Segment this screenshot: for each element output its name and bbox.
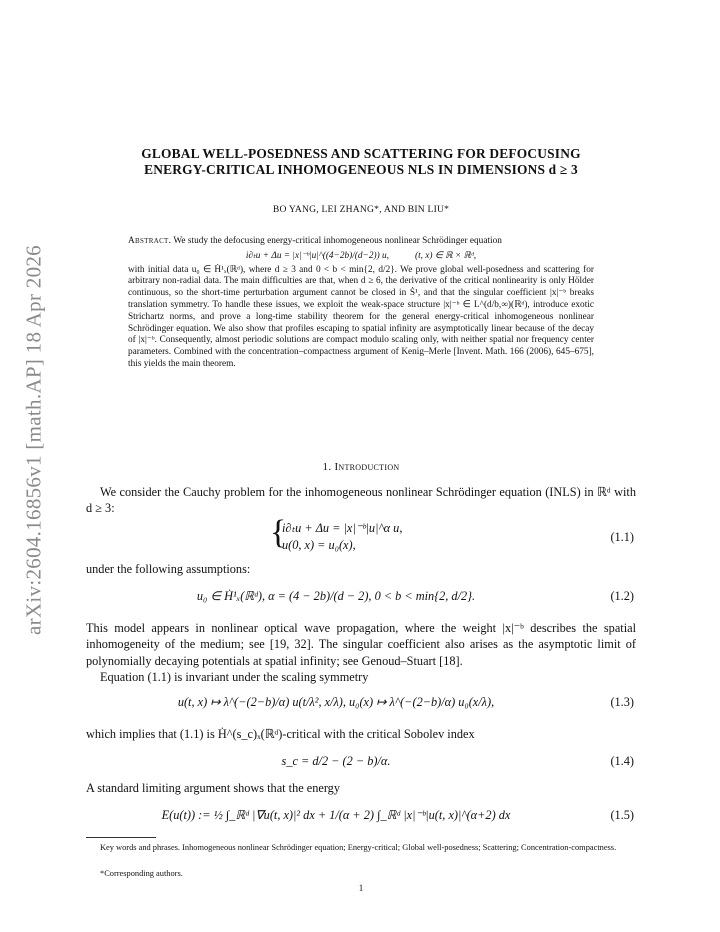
paragraph-model (86, 620, 636, 669)
section-title-text: Introduction (334, 461, 400, 473)
abstract-equation (128, 251, 594, 263)
page-number: 1 (358, 883, 364, 893)
paragraph-assumptions: under the following assumptions: (86, 562, 251, 576)
paragraph-scaling: Equation (1.1) is invariant under the scaling symmetry (100, 670, 369, 684)
equation-number: (1.5) (610, 808, 634, 822)
abstract-equation-domain: (t, x) ∈ ℝ × ℝᵈ, (414, 250, 477, 261)
equation-1-5 (86, 808, 636, 844)
equation-body: u(t, x) ↦ λ^(−(2−b)/α) u(t/λ², x/λ), u₀(x) ↦ λ^(−(2−b)/α) u₀(x/λ), (177, 695, 495, 709)
paragraph-energy: A standard limiting argument shows that the energy (86, 781, 340, 795)
arxiv-sidebar (10, 0, 58, 932)
equation-system (270, 514, 403, 554)
equation-body: s_c = d/2 − (2 − b)/α. (281, 754, 391, 768)
equation-1-1-line-1: i∂ₜu + Δu = |x|⁻ᵇ|u|^α u, (282, 521, 403, 535)
abstract (128, 236, 594, 371)
paragraph-model-text: This model appears in nonlinear optical wave propagation, where the weight |x|⁻ᵇ describes the spatial inhomogeneity of the medium; see [19, 32]. The singular coefficient also arises as the asymptotic limit of polynomially decaying potentials at spatial infinity; see Genoud–Stuart [18]. (86, 621, 636, 668)
abstract-heading: Abstract. (128, 236, 172, 246)
title-line-2: ENERGY-CRITICAL INHOMOGENEOUS NLS IN DIMENSIONS d ≥ 3 (144, 162, 578, 177)
left-brace: { (270, 514, 287, 551)
footnote-corresponding: *Corresponding authors. (100, 869, 183, 878)
paragraph-intro: We consider the Cauchy problem for the inhomogeneous nonlinear Schrödinger equation (INLS) in ℝᵈ with d ≥ 3: (86, 485, 636, 516)
equation-1-1-line-2: u(0, x) = u₀(x), (282, 538, 356, 552)
equation-body: u₀ ∈ Ḣ¹ₓ(ℝᵈ), α = (4 − 2b)/(d − 2), 0 < b < min{2, d/2}. (196, 589, 476, 603)
equation-1-1 (86, 514, 636, 560)
section-heading (86, 461, 636, 473)
paper-title (86, 146, 636, 178)
abstract-intro (128, 236, 594, 248)
footnote-keywords: Key words and phrases. Inhomogeneous nonlinear Schrödinger equation; Energy-critical; Global well-posedness; Scattering; Concentration-compactness. (100, 843, 617, 852)
footnote-rule (86, 837, 156, 838)
author-list: BO YANG, LEI ZHANG*, AND BIN LIU* (272, 204, 450, 215)
equation-number: (1.1) (610, 530, 634, 544)
section-number: 1. (322, 461, 332, 473)
equation-number: (1.3) (610, 695, 634, 709)
abstract-intro-text: We study the defocusing energy-critical inhomogeneous nonlinear Schrödinger equation (173, 236, 502, 246)
title-line-1: GLOBAL WELL-POSEDNESS AND SCATTERING FOR DEFOCUSING (141, 146, 581, 161)
paper-page (86, 0, 636, 932)
arxiv-identifier: arXiv:2604.16856v1 [math.AP] 18 Apr 2026 (21, 245, 46, 635)
equation-number: (1.2) (610, 589, 634, 603)
equation-body: E(u(t)) := ½ ∫_ℝᵈ |∇u(t, x)|² dx + 1/(α + 2) ∫_ℝᵈ |x|⁻ᵇ|u(t, x)|^(α+2) dx (161, 808, 511, 822)
abstract-body: with initial data u₀ ∈ Ḣ¹ₓ(ℝᵈ), where d ≥ 3 and 0 < b < min{2, d/2}. We prove global well-posedness and scattering for arbitrary non-radial data. The main difficulties are that, when d ≥ 6, the derivative of the critical nonlinearity is only Hölder continuous, so the short-time perturbation argument cannot be closed in Ṡ¹, and that the singular coefficient |x|⁻ᵇ breaks translation symmetry. To handle these issues, we exploit the weak-space structure |x|⁻ᵇ ∈ L^(d/b,∞)(ℝᵈ), introduce exotic Strichartz norms, and prove a long-time stability theorem for the general energy-critical inhomogeneous nonlinear Schrödinger equation. We also show that profiles escaping to spatial infinity are asymptotically linear because of the decay of |x|⁻ᵇ. Consequently, almost periodic solutions are compact modulo scaling only, with neither spatial nor frequency center parameters. Combined with the concentration–compactness argument of Kenig–Merle [Invent. Math. 166 (2006), 645–675], this yields the main theorem. (128, 264, 594, 369)
paragraph-critical: which implies that (1.1) is Ḣ^(s_c)ₓ(ℝᵈ)-critical with the critical Sobolev index (86, 727, 475, 741)
equation-number: (1.4) (610, 754, 634, 768)
abstract-equation-main: i∂ₜu + Δu = |x|⁻ᵇ|u|^((4−2b)/(d−2)) u, (245, 250, 389, 261)
